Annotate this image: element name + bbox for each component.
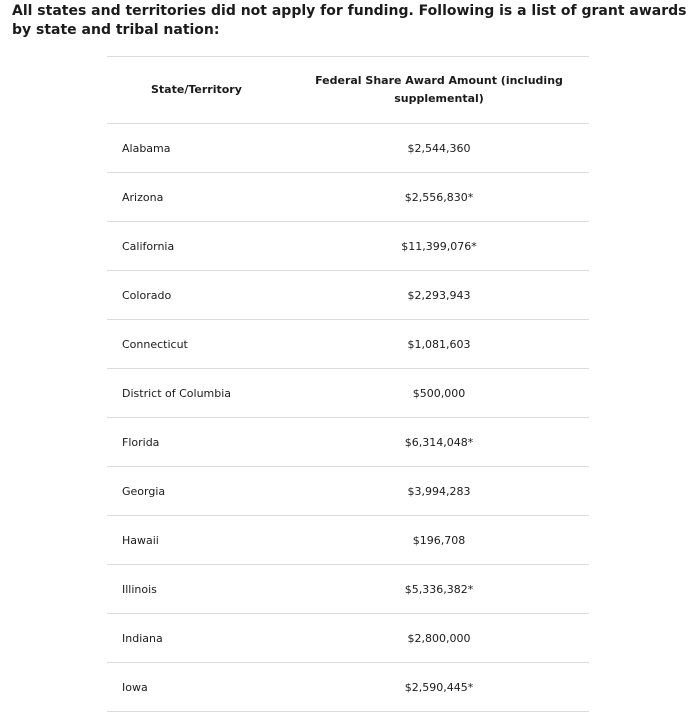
state-cell: Florida: [107, 418, 289, 467]
state-cell: Iowa: [107, 663, 289, 712]
amount-cell: $5,336,382*: [289, 565, 589, 614]
amount-cell: $1,081,603: [289, 320, 589, 369]
state-cell: Georgia: [107, 467, 289, 516]
amount-cell: $6,314,048*: [289, 418, 589, 467]
amount-cell: $196,708: [289, 516, 589, 565]
amount-cell: $11,399,076*: [289, 222, 589, 271]
table-row: [107, 467, 589, 516]
state-cell: California: [107, 222, 289, 271]
intro-paragraph: All states and territories did not apply for funding. Following is a list of grant awards by state and tribal nation:: [12, 3, 687, 38]
state-cell: Illinois: [107, 565, 289, 614]
amount-cell: $2,544,360: [289, 124, 589, 173]
table-row: [107, 516, 589, 565]
amount-cell: $2,800,000: [289, 614, 589, 663]
amount-cell: $2,590,445*: [289, 663, 589, 712]
state-cell: Arizona: [107, 173, 289, 222]
table-row: [107, 124, 589, 173]
column-header-state: State/Territory: [107, 57, 289, 124]
table-row: [107, 222, 589, 271]
table-body: [107, 124, 589, 712]
column-header-amount: [289, 57, 589, 124]
column-header-amount-label: Federal Share Award Amount (including supplemental): [315, 74, 563, 105]
state-cell: Indiana: [107, 614, 289, 663]
header-row: [107, 57, 589, 124]
table-row: [107, 663, 589, 712]
table-row: [107, 369, 589, 418]
table-header: [107, 57, 589, 124]
table-row: [107, 614, 589, 663]
table-row: [107, 173, 589, 222]
grant-awards-table: [107, 56, 589, 712]
amount-cell: $2,293,943: [289, 271, 589, 320]
amount-cell: $500,000: [289, 369, 589, 418]
state-cell: Colorado: [107, 271, 289, 320]
amount-cell: $3,994,283: [289, 467, 589, 516]
state-cell: Alabama: [107, 124, 289, 173]
table-row: [107, 271, 589, 320]
grant-awards-table-container: [107, 56, 589, 712]
state-cell: District of Columbia: [107, 369, 289, 418]
table-row: [107, 565, 589, 614]
state-cell: Connecticut: [107, 320, 289, 369]
amount-cell: $2,556,830*: [289, 173, 589, 222]
table-row: [107, 418, 589, 467]
state-cell: Hawaii: [107, 516, 289, 565]
table-row: [107, 320, 589, 369]
